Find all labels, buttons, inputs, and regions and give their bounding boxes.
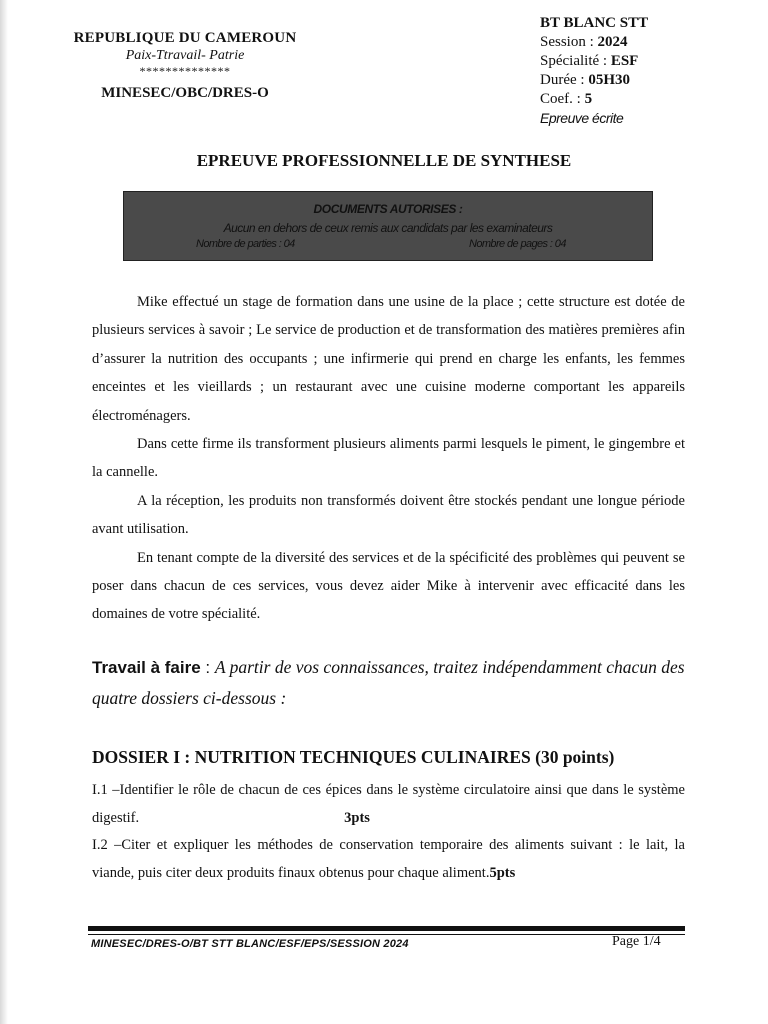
epreuve-type: Epreuve écrite bbox=[540, 110, 624, 126]
documents-rule: Aucun en dehors de ceux remis aux candidats par les examinateurs bbox=[223, 221, 553, 235]
separator-stars: ************** bbox=[139, 64, 231, 78]
question-2: I.2 –Citer et expliquer les méthodes de conservation temporaire des aliments suivant : le lait, la viande, puis citer deux produits finaux obtenus pour chaque aliment.5pts bbox=[92, 837, 685, 881]
header-left bbox=[60, 30, 310, 102]
session-line: Session : 2024 bbox=[540, 34, 628, 50]
footer-reference: MINESEC/DRES-O/BT STT BLANC/ESF/EPS/SESSION 2024 bbox=[91, 938, 409, 950]
footer-rule-thin bbox=[88, 934, 685, 935]
coef-value: 5 bbox=[584, 91, 593, 107]
duree-line: Durée : 05H30 bbox=[540, 72, 630, 88]
scenario-text bbox=[92, 288, 685, 629]
specialite-value: ESF bbox=[610, 53, 639, 69]
scenario-paragraph-4: En tenant compte de la diversité des services et de la spécificité des problèmes qui peuvent se poser dans chacun de ces services, vous devez aider Mike à intervenir avec efficacité dans les domaines de votre spécialité. bbox=[92, 549, 685, 623]
documents-title: DOCUMENTS AUTORISES : bbox=[313, 202, 463, 216]
page-number: Page 1/4 bbox=[612, 934, 661, 949]
country-name: REPUBLIQUE DU CAMEROUN bbox=[73, 30, 297, 46]
documents-box bbox=[123, 191, 653, 261]
exam-name: BT BLANC STT bbox=[540, 15, 649, 31]
footer-rule bbox=[88, 926, 685, 931]
instructions: Travail à faire : A partir de vos connaissances, traitez indépendamment chacun des quatre dossiers ci-dessous : bbox=[92, 657, 685, 708]
parts-count: Nombre de parties : 04 bbox=[196, 238, 295, 250]
exam-title: EPREUVE PROFESSIONNELLE DE SYNTHESE bbox=[196, 151, 572, 170]
specialite-line: Spécialité : ESF bbox=[540, 53, 639, 69]
scenario-paragraph-2: Dans cette firme ils transforment plusieurs aliments parmi lesquels le piment, le gingembre et la cannelle. bbox=[92, 436, 685, 481]
question-1-points: 3pts bbox=[344, 809, 370, 826]
national-motto: Paix-Ttravail- Patrie bbox=[125, 48, 245, 63]
coef-line: Coef. : 5 bbox=[540, 91, 593, 107]
dossier-title: DOSSIER I : NUTRITION TECHNIQUES CULINAIRES (30 points) bbox=[92, 747, 615, 767]
scenario-paragraph-3: A la réception, les produits non transformés doivent être stockés pendant une longue période avant utilisation. bbox=[92, 492, 685, 538]
questions bbox=[92, 777, 685, 887]
pages-count: Nombre de pages : 04 bbox=[469, 238, 566, 250]
instructions-text: A partir de vos connaissances, traitez indépendamment chacun des quatre dossiers ci-dessous : bbox=[92, 657, 685, 708]
question-2-points: 5pts bbox=[489, 864, 516, 881]
header-right bbox=[540, 14, 648, 128]
instructions-label: Travail à faire bbox=[92, 658, 201, 677]
scenario-paragraph-1: Mike effectué un stage de formation dans une usine de la place ; cette structure est dotée de plusieurs services à savoir ; Le service de production et de transformation des matières premières afin d’assurer la nutrition des occupants ; une infirmerie qui prend en charge les enfants, les femmes enceintes et les vieillards ; un restaurant avec une cuisine moderne comportant les appareils électroménagers. bbox=[92, 294, 685, 424]
question-1: I.1 –Identifier le rôle de chacun de ces épices dans le système circulatoire ainsi que dans le système digestif. 3pts bbox=[92, 782, 685, 826]
session-value: 2024 bbox=[597, 34, 628, 50]
ministry-code: MINESEC/OBC/DRES-O bbox=[101, 85, 269, 101]
duree-value: 05H30 bbox=[588, 72, 630, 88]
